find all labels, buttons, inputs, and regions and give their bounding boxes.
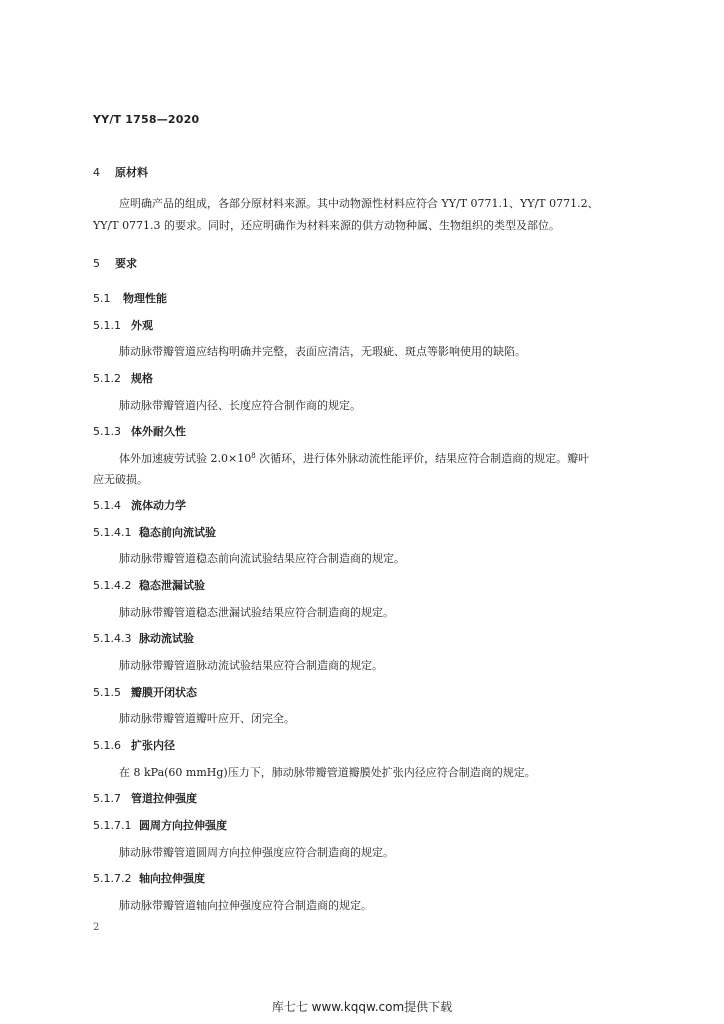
section-number: 5.1.6 [93,739,121,752]
section-title: 瓣膜开闭状态 [131,686,197,699]
section-number: 5.1 [93,292,111,305]
section-number: 5.1.4.1 [93,526,132,539]
text-part: 体外加速疲劳试验 2.0×10 [119,452,252,465]
section-title: 要求 [115,257,137,270]
section-number: 5.1.3 [93,425,121,438]
section-number: 5.1.4 [93,499,121,512]
download-source-footer: 库七七 www.kqqw.com提供下载 [271,1000,453,1014]
section-title: 外观 [131,319,153,332]
section-title: 脉动流试验 [139,632,194,645]
section-5-1-4-2-heading [93,577,205,593]
section-5-1-heading [93,290,167,306]
text-part: 次循环，进行体外脉动流性能评价，结果应符合制造商的规定。瓣叶 [255,452,590,465]
section-5-1-4-heading [93,497,186,513]
section-number: 5.1.7 [93,792,121,805]
section-number: 5.1.4.2 [93,579,132,592]
section-5-1-7-heading [93,790,197,806]
section-5-1-6-text: 在 8 kPa(60 mmHg)压力下，肺动脉带瓣管道瓣膜处扩张内径应符合制造商的规定。 [119,766,536,779]
section-5-1-4-3-text: 肺动脉带瓣管道脉动流试验结果应符合制造商的规定。 [119,659,383,672]
section-5-1-4-2-text: 肺动脉带瓣管道稳态泄漏试验结果应符合制造商的规定。 [119,606,394,619]
section-number: 4 [93,166,100,179]
page-number: 2 [93,922,100,933]
section-5-1-7-1-heading [93,817,227,833]
section-5-1-2-heading [93,370,153,386]
section-number: 5.1.7.1 [93,819,132,832]
section-4-paragraph-line-2: YY/T 0771.3 的要求。同时，还应明确作为材料来源的供方动物种属、生物组织的类型及部位。 [93,219,561,232]
section-4-heading [93,164,148,180]
section-number: 5.1.5 [93,686,121,699]
section-5-1-3-text-line-2: 应无破损。 [93,473,148,486]
section-number: 5.1.7.2 [93,872,132,885]
section-5-1-5-heading [93,684,197,700]
section-5-1-1-heading [93,317,153,333]
section-title: 管道拉伸强度 [131,792,197,805]
section-title: 物理性能 [123,292,167,305]
section-5-1-6-heading [93,737,175,753]
section-5-1-1-text: 肺动脉带瓣管道应结构明确并完整，表面应清洁，无瑕疵、斑点等影响使用的缺陷。 [119,345,526,358]
section-title: 稳态前向流试验 [139,526,216,539]
standard-code-header: YY/T 1758—2020 [93,113,200,126]
section-5-1-2-text: 肺动脉带瓣管道内径、长度应符合制作商的规定。 [119,399,361,412]
section-5-1-5-text: 肺动脉带瓣管道瓣叶应开、闭完全。 [119,712,295,725]
section-5-1-3-text-line-1 [119,450,589,466]
section-5-1-7-2-text: 肺动脉带瓣管道轴向拉伸强度应符合制造商的规定。 [119,899,372,912]
section-4-paragraph-line-1: 应明确产品的组成，各部分原材料来源。其中动物源性材料应符合 YY/T 0771.1、YY/T 0771.2、 [119,197,599,210]
section-5-1-4-1-text: 肺动脉带瓣管道稳态前向流试验结果应符合制造商的规定。 [119,552,405,565]
section-title: 轴向拉伸强度 [139,872,205,885]
section-title: 规格 [131,372,153,385]
section-number: 5.1.1 [93,319,121,332]
section-5-1-7-1-text: 肺动脉带瓣管道圆周方向拉伸强度应符合制造商的规定。 [119,846,394,859]
section-number: 5.1.2 [93,372,121,385]
section-title: 扩张内径 [131,739,175,752]
section-title: 圆周方向拉伸强度 [139,819,227,832]
section-number: 5 [93,257,100,270]
section-title: 稳态泄漏试验 [139,579,205,592]
section-5-1-4-3-heading [93,630,194,646]
section-title: 原材料 [115,166,148,179]
section-title: 体外耐久性 [131,425,186,438]
section-5-1-4-1-heading [93,524,216,540]
section-5-heading [93,255,137,271]
exponent: 8 [251,452,256,460]
section-title: 流体动力学 [131,499,186,512]
section-5-1-7-2-heading [93,870,205,886]
section-number: 5.1.4.3 [93,632,132,645]
section-5-1-3-heading [93,423,186,439]
